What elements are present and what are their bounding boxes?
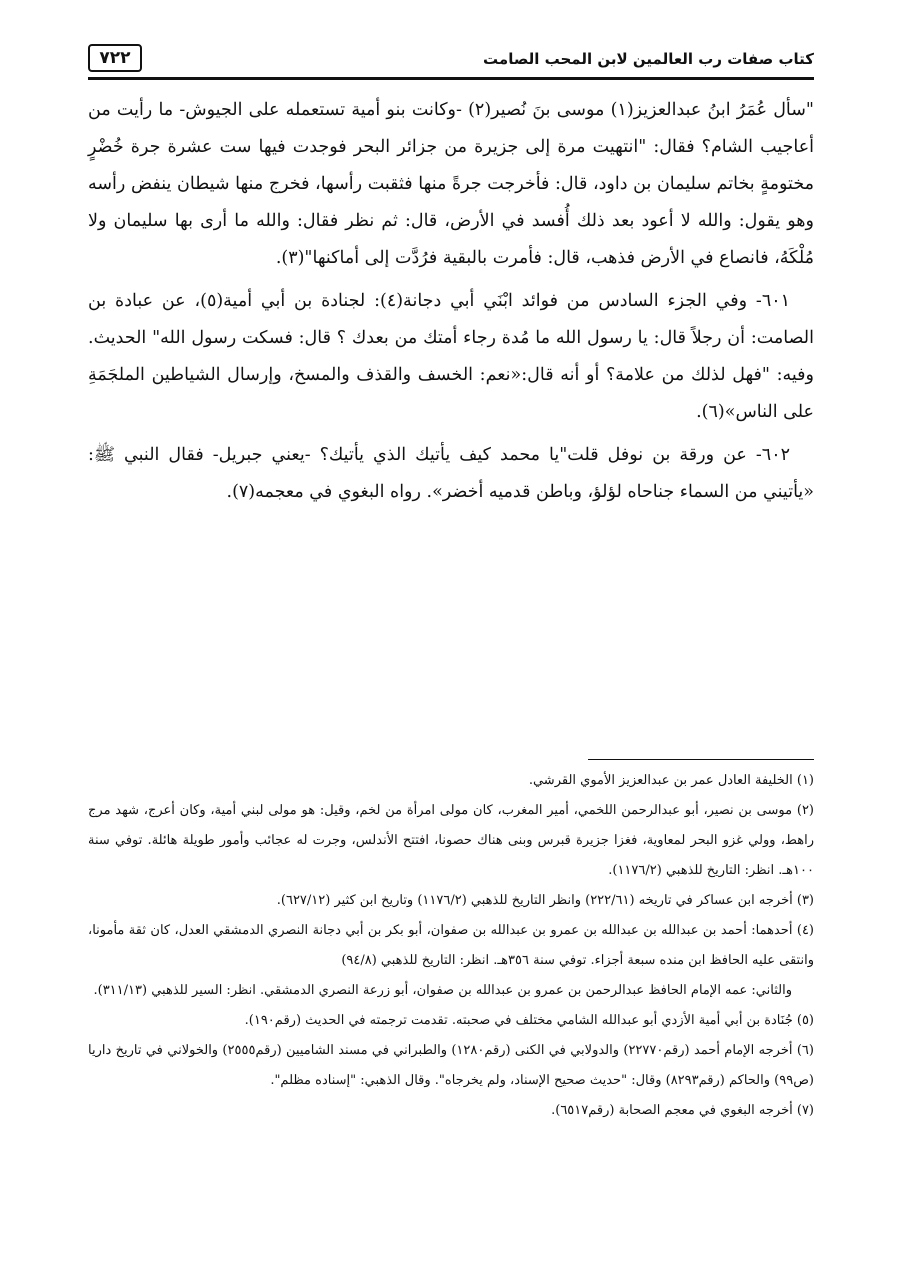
paragraph-story: "سأل عُمَرُ ابنُ عبدالعزيز(١) موسى بنَ نُصير(٢) -وكانت بنو أمية تستعمله على الجيوش- ما رأيت من أعاجيب الشام؟ فقال: "انتهيت مرة إلى جزيرة من جزائر البحر فوجدت فيها ست عشرة جرة خُضْرٍ مختومةٍ بخاتم سليمان بن داود، قال: فأخرجت جرةً منها فثقبت رأسها، فخرج منها شيطان ينفض رأسه وهو يقول: والله لا أعود بعد ذلك أُفسد في الأرض، قال: ثم نظر فقال: والله ما أرى بها سليمان ولا مُلْكَهُ، فانصاع في الأرض فذهب، قال: فأمرت بالبقية فرُدَّت إلى أماكنها"(٣). [88,100,814,268]
footnote-7: (٧) أخرجه البغوي في معجم الصحابة (رقم٦٥١٧). [551,1103,814,1118]
footnote-3: (٣) أخرجه ابن عساكر في تاريخه (٢٢٢/٦١) وانظر التاريخ للذهبي (١١٧٦/٢) وتاريخ ابن كثير (٦٢٧/١٢). [276,893,814,908]
paragraph-602: ٦٠٢- عن ورقة بن نوفل قلت"يا محمد كيف يأتيك الذي يأتيك؟ -يعني جبريل- فقال النبي ﷺ: «يأتيني من السماء جناحاه لؤلؤ، وباطن قدميه أخضر». رواه البغوي في معجمه(٧). [88,445,814,502]
footnote-6: (٦) أخرجه الإمام أحمد (رقم٢٢٧٧٠) والدولابي في الكنى (رقم١٢٨٠) والطبراني في مسند الشاميين (رقم٢٥٥٥) والخولاني في تاريخ داريا (ص٩٩) والحاكم (رقم٨٢٩٣) وقال: "حديث صحيح الإسناد، ولم يخرجاه". وقال الذهبي: "إسناده مظلم". [88,1043,814,1088]
paragraph-601: ٦٠١- وفي الجزء السادس من فوائد ابْنَي أبي دجانة(٤): لجنادة بن أبي أمية(٥)، عن عبادة بن الصامت: أن رجلاً قال: يا رسول الله ما مُدة رجاء أمتك من بعدك ؟ قال: فسكت رسول الله" الحديث. وفيه: "فهل لذلك من علامة؟ أو أنه قال:«نعم: الخسف والقذف والمسخ، وإرسال الشياطين الملجَمَةِ على الناس»(٦). [88,291,814,422]
running-header [88,42,814,78]
footnote-1: (١) الخليفة العادل عمر بن عبدالعزيز الأموي القرشي. [528,773,814,788]
footnote-2: (٢) موسى بن نصير، أبو عبدالرحمن اللخمي، أمير المغرب، كان مولى امرأة من لخم، وقيل: هو مولى لبني أمية، وكان أعرج، شهد مرج راهط، وولي غزو البحر لمعاوية، فغزا جزيرة قبرس وبنى هناك حصونا، افتتح الأندلس، وجرت له عجائب وأمور طويلة هائلة. توفي سنة ١٠٠هـ. انظر: التاريخ للذهبي (١١٧٦/٢). [88,803,814,878]
footnote-separator [588,759,814,760]
page-number: ٧٢٢ [88,44,142,72]
main-text [88,92,814,517]
footnotes [88,766,814,1126]
footnote-4-continued: والثاني: عمه الإمام الحافظ عبدالرحمن بن عمرو بن عبدالله بن صفوان، أبو زرعة النصري الدمشقي. انظر: السير للذهبي (٣١١/١٣). [93,983,792,998]
header-rule [88,77,814,80]
footnote-4: (٤) أحدهما: أحمد بن عبدالله بن عبدالله بن عمرو بن عبدالله بن صفوان، أبو بكر بن أبي دجانة النصري الدمشقي العدل، كان ثقة مأمونا، وانتقى عليه الحافظ ابن منده سبعة أجزاء. توفي سنة ٣٥٦هـ. انظر: التاريخ للذهبي (٩٤/٨) [88,923,814,968]
footnote-5: (٥) جُنَادة بن أبي أمية الأزدي أبو عبدالله الشامي مختلف في صحبته. تقدمت ترجمته في الحديث (رقم١٩٠). [244,1013,814,1028]
book-title: كتاب صفات رب العالمين لابن المحب الصامت [483,50,814,68]
